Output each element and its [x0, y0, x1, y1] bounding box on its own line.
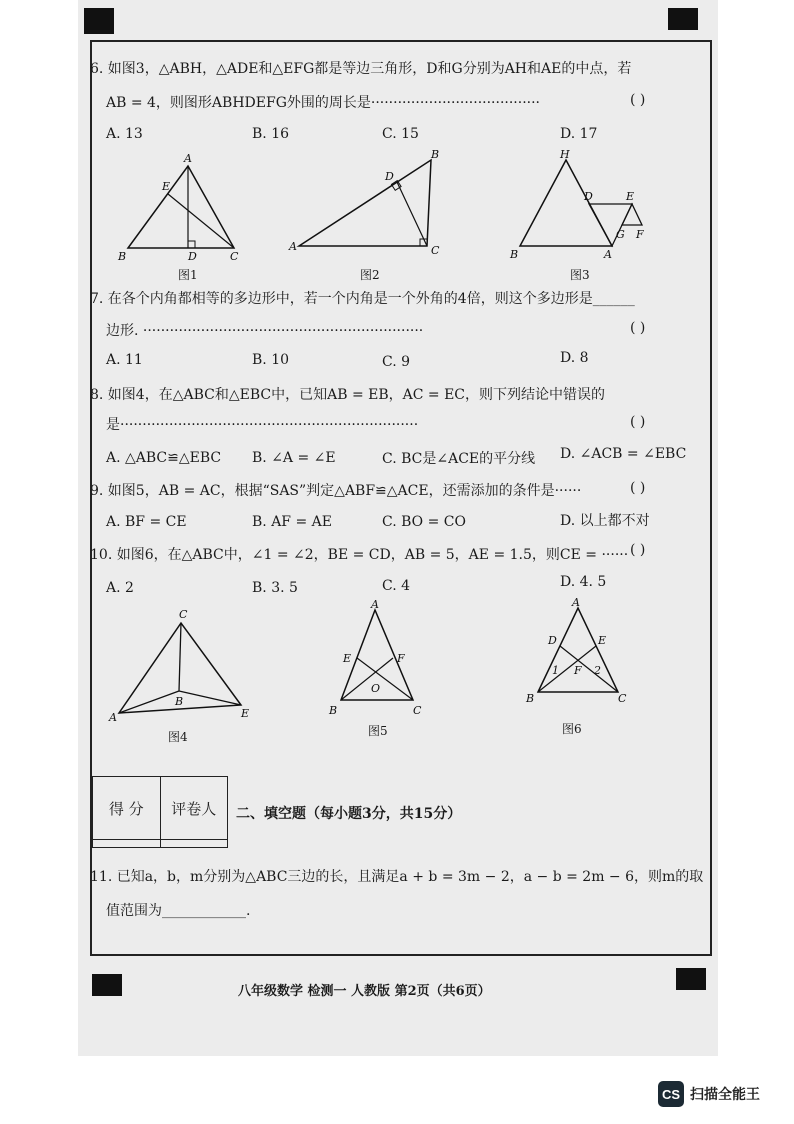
q7-line2: 边形. ·······························································	[106, 323, 424, 339]
q10-option-b: B. 3. 5	[252, 580, 298, 596]
fig3-triangle-efg	[622, 204, 642, 225]
fig2-caption: 图2	[360, 268, 380, 282]
q11-line2: 值范围为____________.	[106, 903, 251, 919]
q7-option-a: A. 11	[106, 352, 143, 368]
registration-mark-top-right	[668, 8, 698, 30]
q7-option-c: C. 9	[382, 354, 411, 370]
q6-option-c: C. 15	[382, 126, 419, 142]
fig5-label-b: B	[329, 704, 338, 717]
fig6-label-f: F	[574, 664, 582, 677]
fig6-label-angle-2: 2	[594, 664, 601, 677]
q9-option-c: C. BO = CO	[382, 514, 466, 530]
fig4-label-e: E	[241, 707, 250, 720]
fig6-segment-bd	[538, 646, 596, 692]
page-footer: 八年级数学 检测一 人教版 第2页（共6页）	[238, 984, 491, 999]
figure-3	[508, 148, 658, 263]
q8-answer-paren: ( )	[630, 414, 646, 430]
fig2-label-c: C	[431, 244, 440, 257]
q10-option-c: C. 4	[382, 578, 411, 594]
fig6-label-c: C	[618, 692, 627, 705]
fig2-label-d: D	[385, 170, 394, 183]
fig5-label-a: A	[371, 598, 379, 611]
q10-option-a: A. 2	[106, 580, 134, 596]
q10-answer-paren: ( )	[630, 542, 646, 558]
fig5-caption: 图5	[368, 724, 388, 738]
fig6-label-b: B	[526, 692, 535, 705]
registration-mark-bottom-right	[676, 968, 706, 990]
fig6-label-angle-1: 1	[552, 664, 559, 677]
section-2-heading: 二、填空题（每小题3分，共15分）	[236, 806, 462, 822]
registration-mark-bottom-left	[92, 974, 122, 996]
fig6-triangle	[538, 608, 618, 692]
q9-option-d: D. 以上都不对	[560, 513, 650, 529]
score-cell[interactable]	[93, 840, 161, 848]
fig3-label-d: D	[584, 190, 593, 203]
q6-line1: 6. 如图3，△ABH，△ADE和△EFG都是等边三角形，D和G分别为AH和AE的中点，若	[90, 61, 632, 77]
q6-line2: AB = 4，则图形ABHDEFG外围的周长是······································	[106, 95, 540, 111]
fig6-label-e: E	[598, 634, 607, 647]
fig4-label-c: C	[179, 608, 188, 621]
q8-option-c: C. BC是∠ACE的平分线	[382, 451, 536, 467]
q8-line2: 是···································································	[106, 417, 419, 433]
q7-option-b: B. 10	[252, 352, 290, 368]
camscanner-logo-icon: CS	[658, 1081, 684, 1107]
q6-option-b: B. 16	[252, 126, 290, 142]
q9-line1: 9. 如图5，AB = AC，根据“SAS”判定△ABF≌△ACE，还需添加的条件是······	[90, 483, 582, 499]
q10-option-d: D. 4. 5	[560, 574, 607, 590]
fig4-caption: 图4	[168, 730, 188, 744]
q9-option-b: B. AF = AE	[252, 514, 332, 530]
fig4-label-a: A	[109, 711, 117, 724]
fig1-label-b: B	[118, 250, 127, 263]
fig3-label-f: F	[636, 228, 644, 241]
q8-line1: 8. 如图4，在△ABC和△EBC中，已知AB = EB，AC = EC，则下列结论中错误的	[90, 387, 606, 403]
fig3-caption: 图3	[570, 268, 590, 282]
fig3-label-e: E	[626, 190, 635, 203]
fig1-label-a: A	[184, 152, 192, 165]
registration-mark-top-left	[84, 8, 114, 34]
q6-option-d: D. 17	[560, 126, 598, 142]
fig1-segment-ce	[168, 194, 234, 248]
q6-option-a: A. 13	[106, 126, 143, 142]
q7-option-d: D. 8	[560, 350, 589, 366]
q7-line1: 7. 在各个内角都相等的多边形中，若一个内角是一个外角的4倍，则这个多边形是______	[90, 291, 635, 307]
fig4-label-b: B	[175, 695, 184, 708]
score-table	[92, 776, 228, 848]
fig6-label-a: A	[572, 596, 580, 609]
figure-5	[325, 598, 435, 718]
grader-cell[interactable]	[160, 840, 228, 848]
fig6-segment-cd	[560, 646, 618, 692]
figure-1	[110, 150, 260, 265]
q7-answer-paren: ( )	[630, 320, 646, 336]
fig1-label-e: E	[162, 180, 171, 193]
q10-line1: 10. 如图6，在△ABC中，∠1 = ∠2，BE = CD，AB = 5，AE = 1.5，则CE = ······	[90, 547, 629, 563]
fig4-segment-cb	[179, 623, 181, 691]
q8-option-b: B. ∠A = ∠E	[252, 450, 336, 466]
fig1-right-angle-d	[188, 241, 195, 248]
q9-answer-paren: ( )	[630, 480, 646, 496]
q8-option-a: A. △ABC≌△EBC	[106, 450, 222, 466]
fig3-triangle-abh	[520, 160, 612, 246]
fig1-label-d: D	[188, 250, 197, 263]
grader-header: 评卷人	[160, 777, 228, 840]
fig1-caption: 图1	[178, 268, 198, 282]
q9-option-a: A. BF = CE	[106, 514, 187, 530]
fig5-label-e: E	[343, 652, 352, 665]
fig2-altitude-cd	[397, 182, 427, 246]
fig3-label-a: A	[604, 248, 612, 261]
fig6-caption: 图6	[562, 722, 582, 736]
q8-option-d: D. ∠ACB = ∠EBC	[560, 446, 687, 462]
fig3-label-h: H	[560, 148, 570, 161]
figure-4	[105, 605, 255, 725]
camscanner-name: 扫描全能王	[690, 1087, 760, 1103]
score-header: 得 分	[93, 777, 161, 840]
figure-2	[285, 148, 450, 263]
fig5-label-f: F	[397, 652, 405, 665]
q11-line1: 11. 已知a，b，m分别为△ABC三边的长，且满足a + b = 3m − 2，a − b = 2m − 6，则m的取	[90, 869, 704, 885]
fig5-label-o: O	[371, 682, 381, 695]
fig1-label-c: C	[230, 250, 239, 263]
fig2-label-a: A	[289, 240, 297, 253]
fig3-label-g: G	[616, 228, 625, 241]
fig5-label-c: C	[413, 704, 422, 717]
q6-answer-paren: ( )	[630, 92, 646, 108]
fig2-triangle	[299, 160, 431, 246]
scanner-watermark	[658, 1081, 760, 1107]
fig3-label-b: B	[510, 248, 519, 261]
figure-6	[520, 596, 640, 708]
fig2-label-b: B	[431, 148, 440, 161]
fig6-label-d: D	[548, 634, 557, 647]
